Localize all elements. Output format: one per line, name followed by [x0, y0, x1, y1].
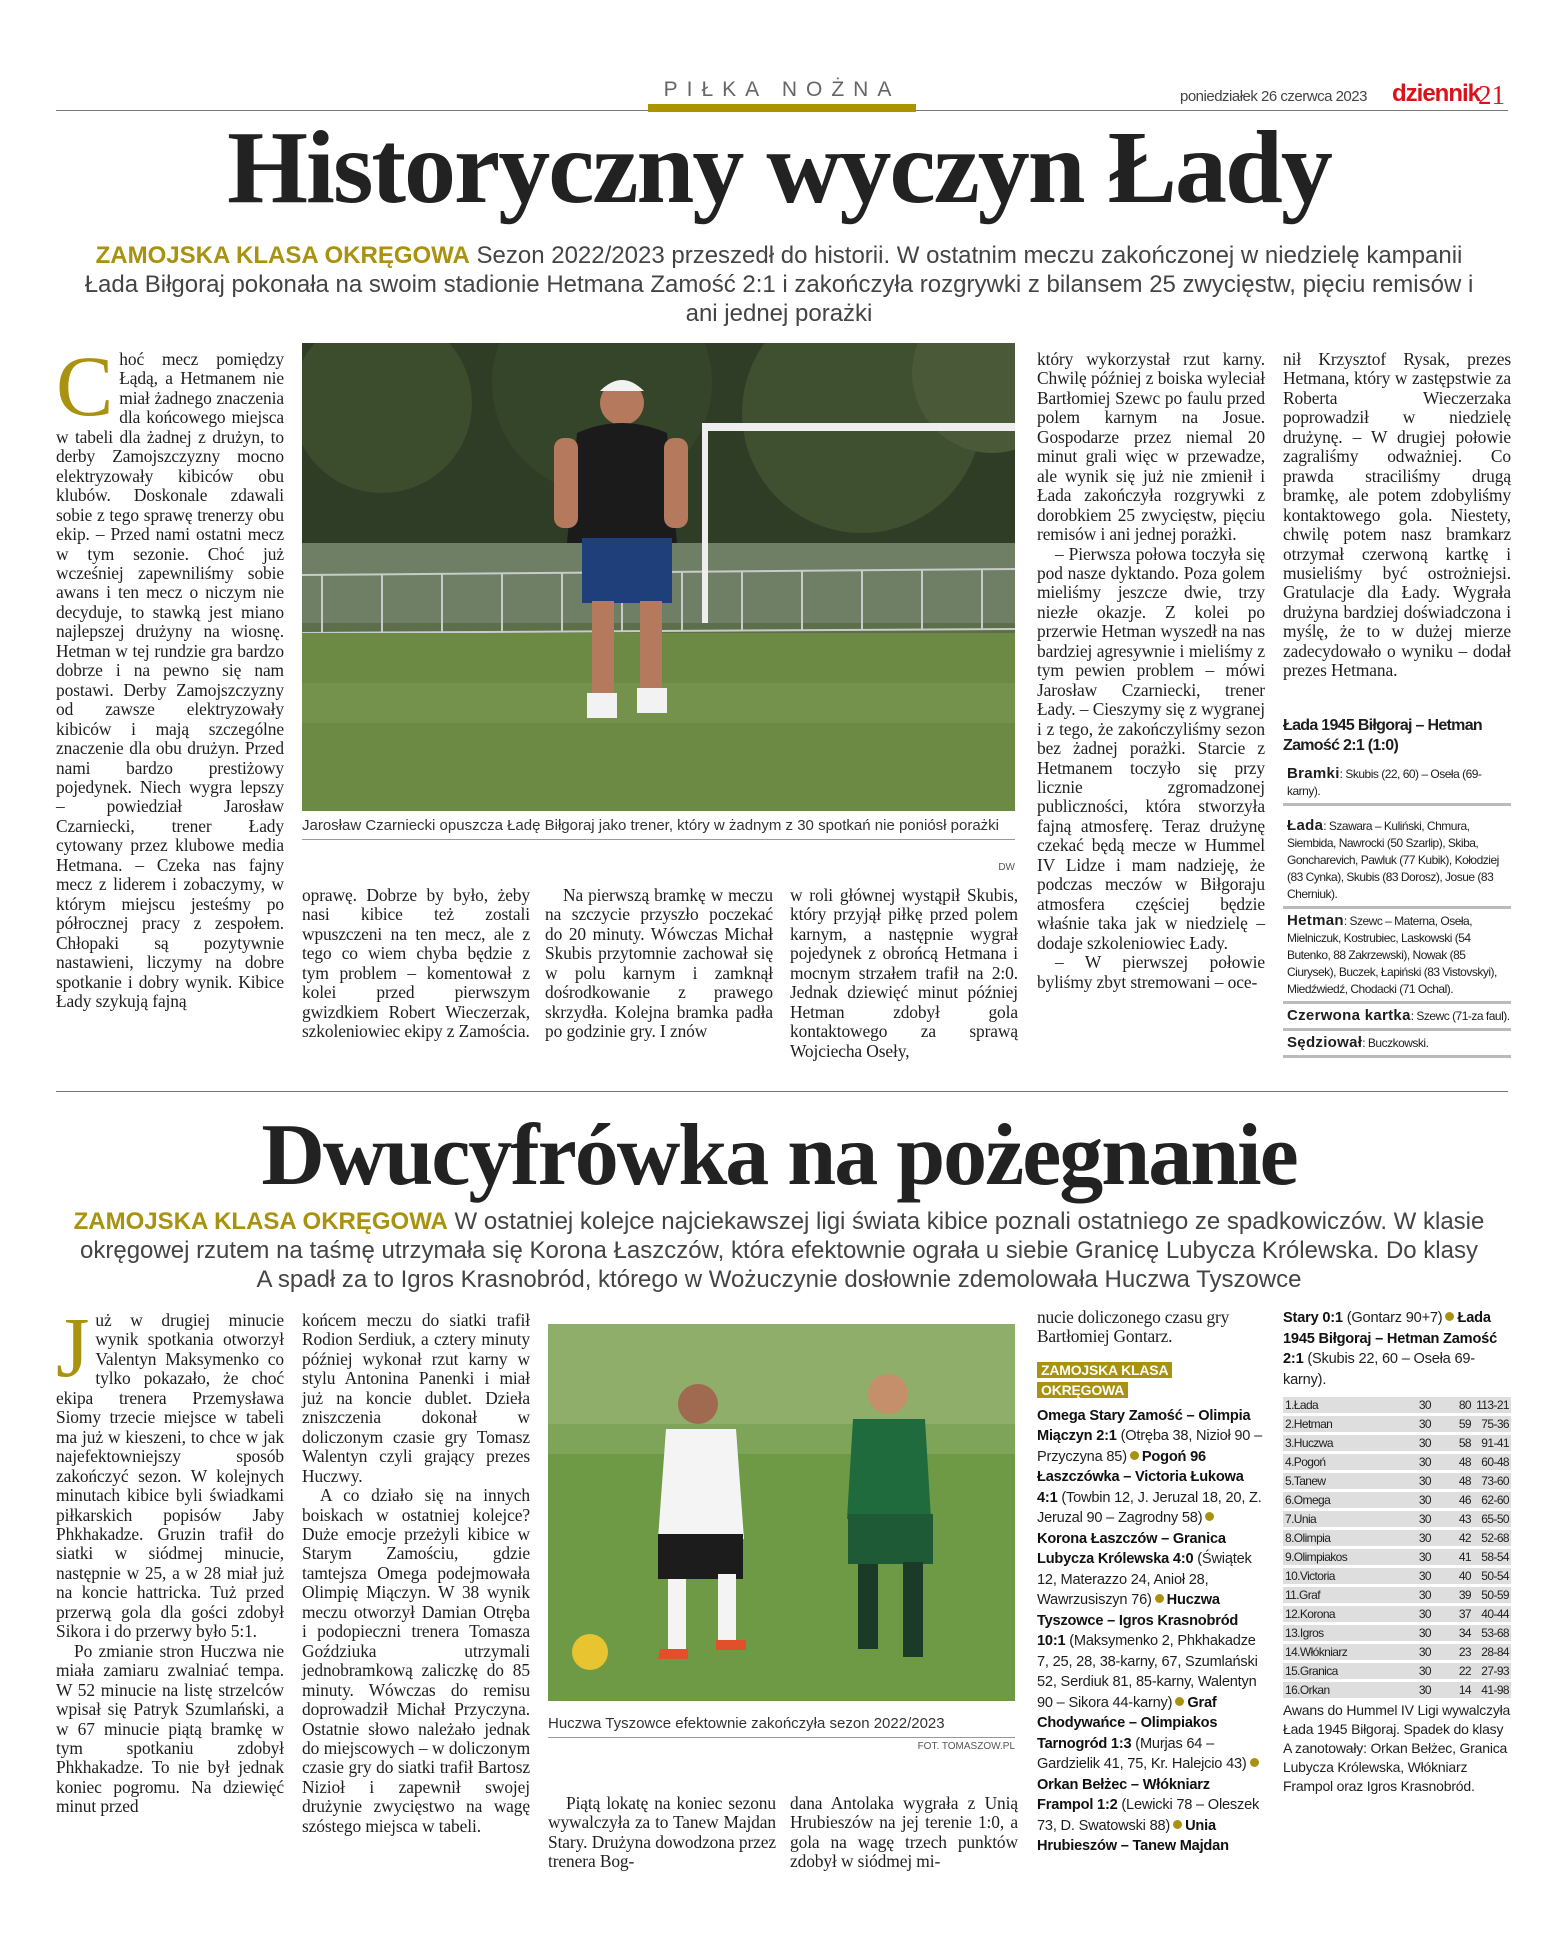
- issue-date: poniedziałek 26 czerwca 2023: [1180, 88, 1367, 105]
- paragraph: końcem meczu do siatki trafił Rodion Serdiuk, a cztery minuty później wykonał rzut karny w stylu Antonina Panenki i miał już na koncie dublet. Dzieła zniszczenia dokonał w doliczonym czasie gry Tomasz Walentyn czyli grający prezes Huczwy.: [302, 1310, 530, 1486]
- goals-cell: 91-41: [1473, 1435, 1511, 1451]
- team-cell: 10.Victoria: [1283, 1568, 1393, 1584]
- bullet-icon: [1445, 1312, 1454, 1321]
- games-cell: 30: [1393, 1644, 1433, 1660]
- games-cell: 30: [1393, 1625, 1433, 1641]
- team-cell: 14.Włókniarz: [1283, 1644, 1393, 1660]
- paragraph: w roli głównej wystąpił Skubis, który przyjął piłkę przed polem karnym, a następnie wygrał pojedynek z obrońcą Hetmana i mocnym strzałem trafił na 2:0. Jednak dziewięć minut później Hetman zdobył gola kontaktowego za sprawą Wojciecha Oseły,: [790, 885, 1018, 1061]
- bottom-deck-text: W ostatniej kolejce najciekawszej ligi świata kibice poznali ostatniego ze spadkowiczów. W klasie okręgowej rzutem na taśmę utrzymała się Korona Łaszczów, która efektownie ograła u siebie Granicę Lubycza Królewska. Do klasy A spadł za to Igros Krasnobród, którego w Wożuczynie dosłownie zdemolowała Huczwa Tyszowce: [80, 1208, 1485, 1293]
- paragraph: oprawę. Dobrze by było, żeby nasi kibice też zostali wpuszczeni na ten mecz, ale z tego co wiem chyba będzie z tym problem – komentował z kolei przed pierwszym gwizdkiem Robert Wieczerzak, szkoleniowiec ekipy z Zamościa.: [302, 885, 530, 1042]
- top-deck: [70, 241, 1488, 328]
- table-row: [1283, 1682, 1511, 1698]
- result-scorers: (Maksymenko 2, Phkhakadze 7, 25, 28, 38-karny, 67, Szumlański 52, Serdiuk 81, 85-karny, Walentyn 90 – Sikora 44-karny): [1037, 1633, 1258, 1711]
- points-cell: 80: [1433, 1397, 1473, 1413]
- team-cell: 7.Unia: [1283, 1511, 1393, 1527]
- bullet-icon: [1155, 1594, 1164, 1603]
- red-card: [1283, 1004, 1511, 1031]
- result-scorers: (Murjas 64 – Gardzielik 41, 75, Kr. Halejcio 43): [1037, 1735, 1247, 1773]
- table-row: [1283, 1416, 1511, 1432]
- paragraph: hoć mecz pomiędzy Łądą, a Hetmanem nie miał żadnego znaczenia dla końcowego miejsca w tabeli dla żadnej z drużyn, to derby Zamojszczyzny mocno elektryzowały kibiców obu klubów. Doskonale zdawali sobie z tego sprawę trenerzy obu ekip. – Przed nami ostatni mecz w tym sezonie. Choć już wcześniej zapewniliśmy sobie awans i ten mecz o niczym nie decyduje, to stawką jest miano najlepszej drużyny na wiosnę. Hetman w tej rundzie gra bardzo dobrze i na pewno się nam postawi. Derby Zamojszczyzny od zawsze elektryzowały kibiców i mają szczególne znaczenie dla obu drużyn. Przed nami bardzo prestiżowy pojedynek. Niech wygra lepszy – powiedział Jarosław Czarniecki, trener Łady cytowany przez klubowe media Hetmana. – Czeka nas fajny mecz z liderem i zobaczymy, w którym miejscu jesteśmy po półrocznej pracy z zespołem. Chłopaki są pozytywnie nastawieni, liczymy na dobre spotkanie i dobry wynik. Kibice Łady szykują fajną: [56, 349, 284, 1011]
- team-cell: 1.Łada: [1283, 1397, 1393, 1413]
- table-row: [1283, 1625, 1511, 1641]
- goals-cell: 58-54: [1473, 1549, 1511, 1565]
- lineup-hetman: [1283, 909, 1511, 1004]
- top-column-4: [790, 886, 1018, 1061]
- points-cell: 23: [1433, 1644, 1473, 1660]
- team-cell: 8.Olimpia: [1283, 1530, 1393, 1546]
- team-cell: 11.Graf: [1283, 1587, 1393, 1603]
- top-column-2: [302, 886, 530, 1042]
- points-cell: 46: [1433, 1492, 1473, 1508]
- bottom-kicker: ZAMOJSKA KLASA OKRĘGOWA: [73, 1208, 448, 1235]
- games-cell: 30: [1393, 1530, 1433, 1546]
- result-match: Korona Łaszczów – Granica Lubycza Królewska 4:0: [1037, 1530, 1226, 1568]
- item-text: : Szewc (71-za faul).: [1410, 1009, 1510, 1023]
- item-text: : Szawara – Kuliński, Chmura, Siembida, Nawrocki (50 Szarlip), Skiba, Goncharevich, Pawluk (77 Kubik), Kołodziej (83 Cynka), Skubis (83 Dorosz), Josue (83 Cherniuk).: [1287, 819, 1499, 901]
- bottom-column-4: [790, 1794, 1018, 1872]
- team-cell: 12.Korona: [1283, 1606, 1393, 1622]
- result-match: Pogoń 96 Łaszczówka – Victoria Łukowa 4:1: [1037, 1448, 1244, 1506]
- paragraph: nucie doliczonego czasu gry Bartłomiej Gontarz.: [1037, 1307, 1230, 1347]
- bullet-icon: [1173, 1820, 1182, 1829]
- paragraph: dana Antolaka wygrała z Unią Hrubieszów na jej terenie 1:0, a gola na wagę trzech punktów zdobył w siódmej mi-: [790, 1793, 1018, 1872]
- team-cell: 13.Igros: [1283, 1625, 1393, 1641]
- team-cell: 5.Tanew: [1283, 1473, 1393, 1489]
- drop-cap: J: [56, 1299, 90, 1395]
- points-cell: 22: [1433, 1663, 1473, 1679]
- goals-cell: 50-59: [1473, 1587, 1511, 1603]
- goals-cell: 60-48: [1473, 1454, 1511, 1470]
- bottom-deck: [70, 1207, 1488, 1294]
- item-text: : Buczkowski.: [1362, 1036, 1429, 1050]
- bottom-column-3: [548, 1794, 776, 1872]
- result-match: Graf Chodywańce – Olimpiakos Tarnogród 1:3: [1037, 1694, 1218, 1752]
- standings-table: [1283, 1394, 1511, 1701]
- points-cell: 59: [1433, 1416, 1473, 1432]
- bottom-photo-credit: FOT. TOMASZOW.PL: [917, 1741, 1015, 1752]
- bottom-headline: Dwucyfrówka na pożegnanie: [261, 1107, 1297, 1204]
- coach-on-pitch-image: [302, 343, 1015, 811]
- standings-note: Awans do Hummel IV Ligi wywalczyła Łada 1945 Biłgoraj. Spadek do klasy A zanotowały: Orkan Bełżec, Granica Lubycza Królewska, Włókniarz Frampol oraz Igros Krasnobród.: [1283, 1702, 1511, 1794]
- bullet-icon: [1250, 1758, 1259, 1767]
- item-text: : Skubis (22, 60) – Oseła (69-karny).: [1287, 767, 1482, 798]
- points-cell: 41: [1433, 1549, 1473, 1565]
- games-cell: 30: [1393, 1473, 1433, 1489]
- points-cell: 48: [1433, 1473, 1473, 1489]
- team-cell: 9.Olimpiakos: [1283, 1549, 1393, 1565]
- lineup-lada: [1283, 814, 1511, 909]
- games-cell: 30: [1393, 1397, 1433, 1413]
- bottom-column-1: [56, 1299, 284, 1817]
- games-cell: 30: [1393, 1587, 1433, 1603]
- top-column-3: [545, 886, 773, 1042]
- goals-cell: 41-98: [1473, 1682, 1511, 1698]
- match-goals: [1283, 762, 1511, 806]
- paragraph: uż w drugiej minucie wynik spotkania otworzył Valentyn Maksymenko co tylko pokazało, że choć ekipa trenera Przemysława Siomy trzecie miejsce w tabeli ma już w kieszeni, to chce w jak najefektowniejszy sposób zakończyć sezon. W kolejnych minutach kibice byli świadkami piłkarskich popisów Jaby Phkhakadze. Gruzin trafił do siatki w siódmej minucie, następnie w 25, a w 28 miał już na koncie hattricka. Tuż przed przerwą gola dla gości zdobył Sikora i do przerwy było 5:1.: [56, 1310, 284, 1642]
- table-row: [1283, 1530, 1511, 1546]
- drop-cap: C: [56, 338, 114, 434]
- team-cell: 4.Pogoń: [1283, 1454, 1393, 1470]
- table-row: [1283, 1397, 1511, 1413]
- points-cell: 37: [1433, 1606, 1473, 1622]
- page-number: 21: [1478, 80, 1505, 110]
- games-cell: 30: [1393, 1549, 1433, 1565]
- games-cell: 30: [1393, 1606, 1433, 1622]
- team-cell: 15.Granica: [1283, 1663, 1393, 1679]
- result-match: Łada 1945 Biłgoraj – Hetman Zamość 2:1: [1283, 1310, 1498, 1367]
- table-row: [1283, 1511, 1511, 1527]
- paragraph: A co działo się na innych boiskach w ostatniej kolejce? Duże emocje przeżyli kibice w Starym Zamościu, gdzie tamtejsza Omega podejmowała Olimpię Miączyn. W 38 wynik meczu otworzył Damian Otręba i podopieczni trenera Tomasza Goździuka utrzymali jednobramkową zaliczkę do 85 minuty. Wówczas do remisu doprowadził Michał Przyczyna. Ostatnie słowo należało jednak do miejscowych – w doliczonym czasie gry do siatki trafił Bartosz Nizioł i zapewnił swojej drużynie zwycięstwo na wagę szóstego miejsca w tabeli.: [302, 1485, 530, 1836]
- item-label: Łada: [1287, 817, 1324, 834]
- top-deck-text: Sezon 2022/2023 przeszedł do historii. W ostatnim meczu zakończonej w niedzielę kampanii Łada Biłgoraj pokonała na swoim stadionie Hetmana Zamość 2:1 i zakończyła rozgrywki z bilansem 25 zwycięstw, pięciu remisów i ani jednej porażki: [84, 242, 1474, 327]
- bullet-icon: [1175, 1697, 1184, 1706]
- bullet-icon: [1130, 1451, 1139, 1460]
- points-cell: 34: [1433, 1625, 1473, 1641]
- paragraph: – Pierwsza połowa toczyła się pod nasze dyktando. Poza golem mieliśmy jeszcze dwie, trzy niezłe okazje. Z kolei po przerwie Hetman wyszedł na nas bardziej agresywnie i mieliśmy z tym pewien problem – mówi Jarosław Czarniecki, trener Łady. – Cieszymy się z wygranej i z tego, że zakończyliśmy sezon bez żadnej porażki. Starcie z Hetmanem toczyło się przy licznie zgromadzonej publiczności, która stworzyła fajną atmosferę. Teraz drużynę czekać będą mecze w Hummel IV Lidze i mam nadzieję, że podczas meczów w Biłgoraju atmosfera częściej będzie właśnie taka jak w niedzielę – dodaje szkoleniowiec Łady.: [1037, 543, 1265, 953]
- games-cell: 30: [1393, 1682, 1433, 1698]
- games-cell: 30: [1393, 1568, 1433, 1584]
- table-row: [1283, 1663, 1511, 1679]
- ball: [572, 1634, 608, 1670]
- goals-cell: 50-54: [1473, 1568, 1511, 1584]
- result-match: Unia Hrubieszów – Tanew Majdan Stary 0:1: [1037, 1310, 1343, 1855]
- points-cell: 58: [1433, 1435, 1473, 1451]
- item-label: Bramki: [1287, 765, 1340, 782]
- table-row: [1283, 1492, 1511, 1508]
- table-row: [1283, 1473, 1511, 1489]
- points-cell: 42: [1433, 1530, 1473, 1546]
- points-cell: 43: [1433, 1511, 1473, 1527]
- result-scorers: (Otręba 38, Nizioł 90 – Przyczyna 85): [1037, 1428, 1262, 1465]
- goals-cell: 62-60: [1473, 1492, 1511, 1508]
- result-scorers: (Gontarz 90+7): [1342, 1310, 1443, 1326]
- top-column-5: [1037, 350, 1265, 992]
- top-column-1: [56, 338, 284, 1011]
- points-cell: 48: [1433, 1454, 1473, 1470]
- paragraph: który wykorzystał rzut karny. Chwilę później z boiska wyleciał Bartłomiej Szewc po faulu przed polem karnym na Josue. Gospodarze przez niemal 20 minut grali więc w przewadze, ale wynik się już nie zmienił i Łada zakończyła rozgrywki z dorobkiem 25 zwycięstw, pięciu remisów i ani jednej porażki.: [1037, 349, 1265, 545]
- goals-cell: 73-60: [1473, 1473, 1511, 1489]
- referee: [1283, 1031, 1511, 1058]
- points-cell: 14: [1433, 1682, 1473, 1698]
- top-column-6: [1283, 350, 1511, 681]
- table-row: [1283, 1549, 1511, 1565]
- games-cell: 30: [1393, 1435, 1433, 1451]
- bottom-photo: [548, 1324, 1015, 1701]
- result-scorers: (Lewicki 78 – Oleszek 73, D. Swatowski 88): [1037, 1797, 1260, 1834]
- team-cell: 16.Orkan: [1283, 1682, 1393, 1698]
- goals-cell: 27-93: [1473, 1663, 1511, 1679]
- article-divider: [56, 1091, 1508, 1092]
- match-summary-title: Łada 1945 Biłgoraj – Hetman Zamość 2:1 (1:0): [1283, 717, 1482, 754]
- table-row: [1283, 1606, 1511, 1622]
- item-label: Czerwona kartka: [1287, 1007, 1411, 1024]
- table-row: [1283, 1454, 1511, 1470]
- games-cell: 30: [1393, 1511, 1433, 1527]
- games-cell: 30: [1393, 1416, 1433, 1432]
- result-match: Huczwa Tyszowce – Igros Krasnobród 10:1: [1037, 1592, 1239, 1650]
- table-row: [1283, 1644, 1511, 1660]
- goals-cell: 28-84: [1473, 1644, 1511, 1660]
- paragraph: Po zmianie stron Huczwa nie miała zamiaru zwalniać tempa. W 52 minucie na listę strzelców wpisał się Patryk Szumlański, a w 67 minucie piątą bramkę w tym spotkaniu zdobył Phkhakadze. To nie był jednak koniec pogromu. Na dziewięć minut przed: [56, 1640, 284, 1817]
- newspaper-logo: dziennik: [1392, 80, 1481, 107]
- top-kicker: ZAMOJSKA KLASA OKRĘGOWA: [95, 242, 470, 269]
- top-photo-credit: DW: [998, 862, 1015, 873]
- goals-cell: 65-50: [1473, 1511, 1511, 1527]
- results-label-wrap: [1037, 1361, 1187, 1402]
- bottom-photo-caption: Huczwa Tyszowce efektownie zakończyła sezon 2022/2023: [548, 1714, 1015, 1738]
- goals-cell: 52-68: [1473, 1530, 1511, 1546]
- goals-cell: 40-44: [1473, 1606, 1511, 1622]
- team-cell: 3.Huczwa: [1283, 1435, 1393, 1451]
- bullet-icon: [1205, 1512, 1214, 1521]
- top-headline: Historyczny wyczyn Łady: [227, 110, 1331, 225]
- item-text: : Szewc – Materna, Oseła, Mielniczuk, Kostrubiec, Laskowski (54 Butenko, 88 Zakrzewski), Nowak (85 Ciurysek), Buczek, Łapiński (83 Vistovskyi), Miedźwiedź, Chodacki (71 Ochal).: [1287, 914, 1497, 996]
- top-photo: [302, 343, 1015, 811]
- games-cell: 30: [1393, 1492, 1433, 1508]
- team-cell: 6.Omega: [1283, 1492, 1393, 1508]
- section-label: PIŁKA NOŻNA: [663, 78, 901, 101]
- paragraph: – W pierwszej połowie byliśmy zbyt stremowani – oce-: [1037, 952, 1265, 992]
- table-row: [1283, 1435, 1511, 1451]
- bottom-column-2: [302, 1311, 530, 1836]
- team-cell: 2.Hetman: [1283, 1416, 1393, 1432]
- item-label: Hetman: [1287, 912, 1344, 929]
- result-match: Orkan Bełżec – Włókniarz Frampol 1:2: [1037, 1776, 1210, 1814]
- goals-cell: 75-36: [1473, 1416, 1511, 1432]
- points-cell: 40: [1433, 1568, 1473, 1584]
- result-scorers: (Towbin 12, J. Jeruzal 18, 20, Z. Jeruzal 90 – Zagrodny 58): [1037, 1489, 1262, 1527]
- item-label: Sędziował: [1287, 1034, 1363, 1051]
- table-row: [1283, 1587, 1511, 1603]
- paragraph: Na pierwszą bramkę w meczu na szczycie przyszło poczekać do 20 minuty. Wówczas Michał Skubis przytomnie zachował się w polu karnym i zamknął dośrodkowanie z prawego skrzydła. Kolejna bramka padła po godzinie gry. I znów: [545, 885, 773, 1042]
- result-scorers: (Skubis 22, 60 – Oseła 69-karny).: [1283, 1351, 1475, 1388]
- match-summary-box: [1283, 716, 1511, 1058]
- goals-cell: 113-21: [1473, 1397, 1511, 1413]
- football-match-image: [548, 1324, 1015, 1701]
- games-cell: 30: [1393, 1454, 1433, 1470]
- goals-cell: 53-68: [1473, 1625, 1511, 1641]
- points-cell: 39: [1433, 1587, 1473, 1603]
- games-cell: 30: [1393, 1663, 1433, 1679]
- paragraph: Piątą lokatę na koniec sezonu wywalczyła za to Tanew Majdan Stary. Drużyna dowodzona przez trenera Bog-: [548, 1793, 776, 1872]
- table-row: [1283, 1568, 1511, 1584]
- results-label: ZAMOJSKA KLASA OKRĘGOWA: [1037, 1362, 1172, 1399]
- result-scorers: (Świątek 12, Materazzo 24, Anioł 28, Wawrzusiszyn 76): [1037, 1551, 1252, 1609]
- paragraph: nił Krzysztof Rysak, prezes Hetmana, który w zastępstwie za Roberta Wieczerzaka poprowadził w niedzielę drużynę. – W drugiej połowie zagraliśmy odważniej. Co prawda straciliśmy drugą bramkę, ale potem zdobyliśmy kontaktowego gola. Niestety, chwilę potem nasz bramkarz otrzymał czerwoną kartkę i musieliśmy być ostrożniejsi. Gratulacje dla Łady. Wygrała drużyna bardziej doświadczona i myślę, że to w dużej mierze zadecydowało o wyniku – dodał prezes Hetmana.: [1283, 349, 1511, 681]
- results-sidebar: [1037, 1308, 1511, 1873]
- result-match: Omega Stary Zamość – Olimpia Miączyn 2:1: [1037, 1407, 1251, 1445]
- top-photo-caption: Jarosław Czarniecki opuszcza Ładę Biłgoraj jako trener, który w żadnym z 30 spotkań nie poniósł porażki: [302, 816, 1015, 840]
